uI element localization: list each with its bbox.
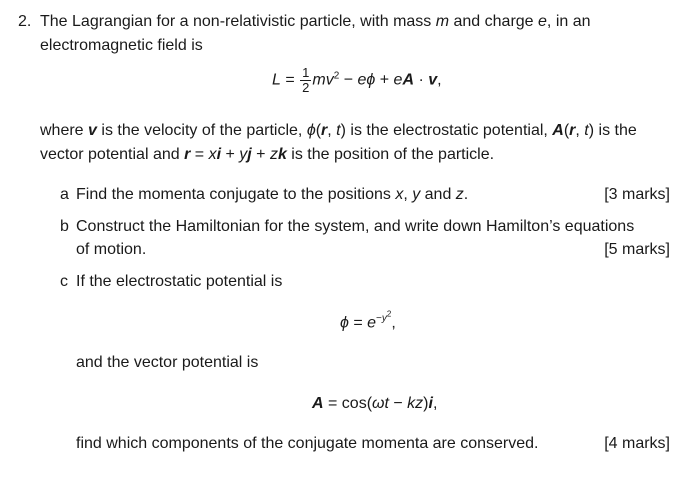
- where-line-2: vector potential and r = xi + yj + zk is the position of the particle.: [40, 146, 495, 163]
- part-b-text-line-2: of motion.: [76, 241, 147, 258]
- part-c-label: c: [60, 273, 68, 290]
- part-a-marks: [3 marks]: [604, 186, 670, 203]
- part-c-text-line-3: find which components of the conjugate momenta are conserved.: [76, 435, 539, 452]
- intro-line-2: electromagnetic field is: [40, 37, 203, 54]
- question-number: 2.: [18, 13, 32, 30]
- part-c-marks: [4 marks]: [604, 435, 670, 452]
- half-fraction: $\frac{1}{2}$: [302, 65, 310, 95]
- part-b-text-line-1: Construct the Hamiltonian for the system, and write down Hamilton’s equations: [76, 218, 635, 235]
- intro-line-1: The Lagrangian for a non-relativistic particle, with mass m and charge e, in an: [40, 13, 591, 30]
- part-a-text: Find the momenta conjugate to the positions x, y and z.: [76, 186, 469, 203]
- vector-potential-equation: A = cos(ωt − kz)i,: [312, 395, 438, 412]
- part-b-label: b: [60, 218, 69, 235]
- part-b-marks: [5 marks]: [604, 241, 670, 258]
- part-c-text-line-1: If the electrostatic potential is: [76, 273, 283, 290]
- part-c-text-line-2: and the vector potential is: [76, 354, 259, 371]
- phi-equation: $\phi = e^{-y^2}$,: [340, 310, 396, 332]
- where-line-1: where v is the velocity of the particle, ϕ(r, t) is the electrostatic potential, A(r, t) is the: [40, 122, 637, 139]
- lagrangian-equation: L = $\frac{1}{2}$ $mv^2 - e\phi$ + eA · v,: [272, 65, 442, 95]
- part-a-label: a: [60, 186, 69, 203]
